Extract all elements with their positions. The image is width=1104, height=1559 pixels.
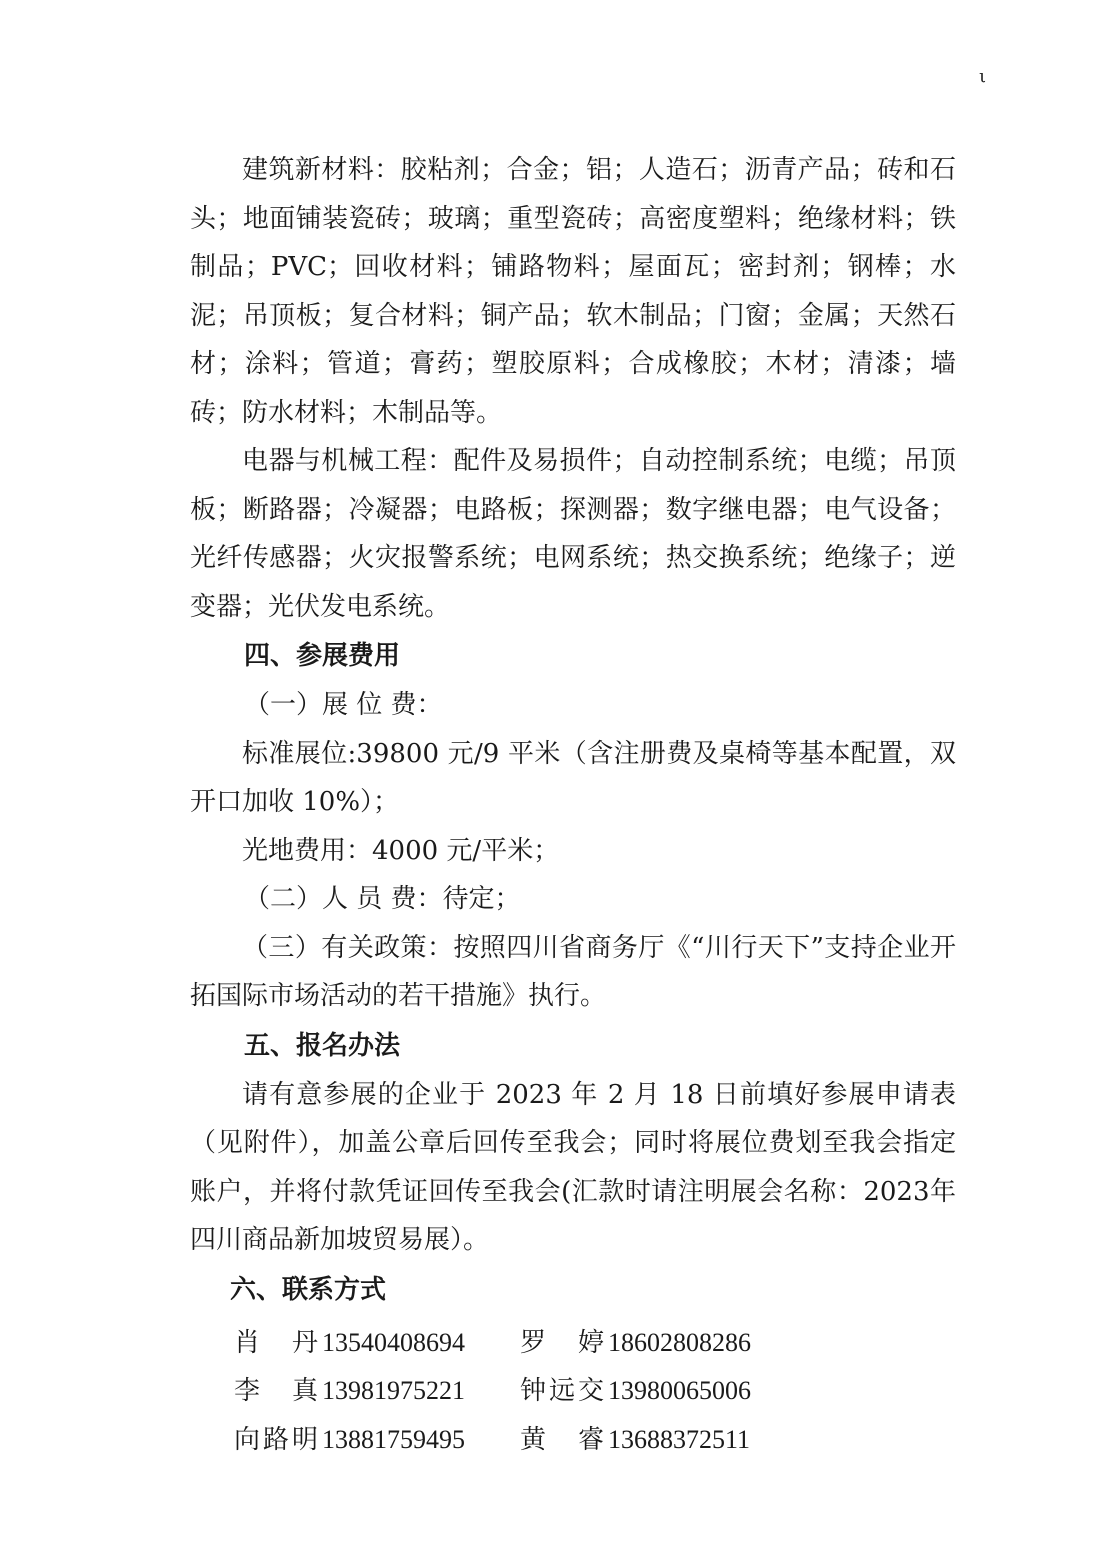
contact-phone: 13980065006	[608, 1376, 751, 1405]
document-body	[190, 146, 956, 1464]
personnel-fee-text: （二）人 员 费：待定；	[244, 884, 521, 914]
contact-item	[234, 1367, 520, 1416]
contact-phone: 13688372511	[608, 1424, 751, 1454]
contact-name: 钟远交	[520, 1376, 604, 1406]
paragraph-building-materials: 建筑新材料：胶粘剂；合金；铝；人造石；沥青产品；砖和石头；地面铺装瓷砖；玻璃；重型瓷砖；高密度塑料；绝缘材料；铁制品；PVC；回收材料；铺路物料；屋面瓦；密封剂；钢棒；水泥；吊顶板；复合材料；铜产品；软木制品；门窗；金属；天然石材；涂料；管道；膏药；塑胶原料；合成橡胶；木材；清漆；墙砖；防水材料；木制品等。	[190, 155, 956, 428]
contact-item	[234, 1416, 520, 1465]
section-heading-fees: 四、参展费用	[244, 641, 401, 671]
raw-space-text: 光地费用：4000 元/平米；	[242, 835, 560, 866]
contact-name: 李真	[234, 1376, 318, 1406]
standard-booth-text: 标准展位:39800 元/9 平米（含注册费及桌椅等基本配置，双开口加收 10%）；	[190, 738, 956, 817]
booth-fee-label: （一）展 位 费：	[244, 690, 443, 720]
contact-name: 肖丹	[234, 1327, 318, 1358]
contact-name: 黄睿	[520, 1424, 604, 1455]
contact-item	[520, 1319, 751, 1368]
section-heading-contacts: 六、联系方式	[230, 1274, 387, 1305]
contact-list	[190, 1319, 956, 1465]
contact-row	[234, 1367, 956, 1416]
corner-mark: ι	[979, 66, 987, 87]
contact-item	[520, 1416, 750, 1465]
contact-phone: 18602808286	[608, 1327, 751, 1357]
contact-name: 向路明	[234, 1424, 318, 1455]
paragraph-electrical: 电器与机械工程：配件及易损件；自动控制系统；电缆；吊顶板；断路器；冷凝器；电路板；探测器；数字继电器；电气设备；光纤传感器；火灾报警系统；电网系统；热交换系统；绝缘子；逆变器；光伏发电系统。	[190, 446, 956, 622]
section-heading-registration: 五、报名办法	[244, 1030, 401, 1061]
contact-phone: 13981975221	[322, 1376, 465, 1405]
contact-row	[234, 1319, 956, 1368]
contact-row	[234, 1416, 956, 1465]
contact-item	[520, 1367, 751, 1416]
contact-name: 罗婷	[520, 1327, 604, 1358]
policy-text: （三）有关政策：按照四川省商务厅《“川行天下”支持企业开拓国际市场活动的若干措施》执行。	[190, 932, 956, 1011]
contact-phone: 13540408694	[322, 1327, 465, 1357]
registration-text: 请有意参展的企业于 2023 年 2 月 18 日前填好参展申请表（见附件），加盖公章后回传至我会；同时将展位费划至我会指定账户，并将付款凭证回传至我会(汇款时请注明展会名称：2023年四川商品新加坡贸易展）。	[190, 1079, 956, 1255]
contact-item	[234, 1319, 520, 1368]
contact-phone: 13881759495	[322, 1424, 465, 1454]
